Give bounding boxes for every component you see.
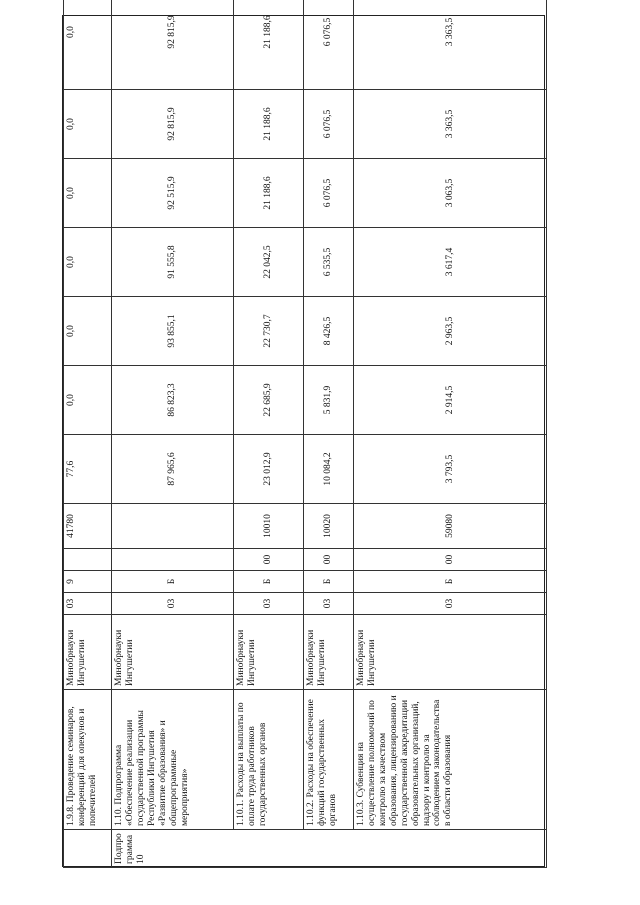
- value-2020-cell: 92 815,9: [112, 0, 234, 90]
- table-row: [112, 0, 234, 868]
- rotated-table-wrapper: [63, 16, 546, 868]
- value-2018-cell: 6 076,5: [304, 159, 354, 228]
- grbs-cell: 03: [234, 593, 304, 615]
- table-row: [234, 0, 304, 868]
- value-2019-cell: 0,0: [64, 90, 112, 159]
- value-2015-cell: 0,0: [64, 366, 112, 435]
- budget-table: [63, 0, 547, 868]
- executor-cell: Минобрнауки Ингушетии: [112, 615, 234, 690]
- value-2016-cell: 8 426,5: [304, 297, 354, 366]
- value-2014-cell: 23 012,9: [234, 435, 304, 504]
- csr-cell: 59080: [354, 504, 547, 549]
- name-cell: 1.10.2. Расходы на обеспечение функций государственных органов: [304, 690, 354, 830]
- grbs-cell: 03: [354, 593, 547, 615]
- document-page: [62, 15, 545, 867]
- pr-cell: 00: [304, 549, 354, 571]
- value-2014-cell: 3 793,5: [354, 435, 547, 504]
- grbs-cell: 03: [112, 593, 234, 615]
- value-2014-cell: 77,6: [64, 435, 112, 504]
- value-2015-cell: 22 685,9: [234, 366, 304, 435]
- table-row: [354, 0, 547, 868]
- pr-cell: [64, 549, 112, 571]
- name-cell: 1.10. Подпрограмма «Обеспечение реализации государственной программы Республики Ингушетия «Развитие образования» и общепрограммные мероприятия»: [112, 690, 234, 830]
- pr-cell: 00: [354, 549, 547, 571]
- csr-cell: 10010: [234, 504, 304, 549]
- grbs-cell: 03: [64, 593, 112, 615]
- grbs-cell: 03: [304, 593, 354, 615]
- value-2019-cell: 21 188,6: [234, 90, 304, 159]
- table-row: [304, 0, 354, 868]
- value-2017-cell: 91 555,8: [112, 228, 234, 297]
- rz-cell: Б: [234, 571, 304, 593]
- value-2015-cell: 2 914,5: [354, 366, 547, 435]
- table-row: [64, 0, 112, 868]
- value-2018-cell: 21 188,6: [234, 159, 304, 228]
- rz-cell: 9: [64, 571, 112, 593]
- value-2019-cell: 6 076,5: [304, 90, 354, 159]
- value-2014-cell: 10 084,2: [304, 435, 354, 504]
- value-2016-cell: 0,0: [64, 297, 112, 366]
- executor-cell: Минобрнауки Ингушетии: [304, 615, 354, 690]
- pr-cell: 00: [234, 549, 304, 571]
- value-2014-cell: 87 965,6: [112, 435, 234, 504]
- executor-cell: Минобрнауки Ингушетии: [64, 615, 112, 690]
- executor-cell: Минобрнауки Ингушетии: [234, 615, 304, 690]
- value-2016-cell: 2 963,5: [354, 297, 547, 366]
- value-2017-cell: 0,0: [64, 228, 112, 297]
- group-cell: [64, 830, 112, 868]
- group-cell: Подпрограмма 10: [112, 830, 547, 868]
- value-2019-cell: 92 815,9: [112, 90, 234, 159]
- value-2017-cell: 3 617,4: [354, 228, 547, 297]
- value-2016-cell: 93 855,1: [112, 297, 234, 366]
- pr-cell: [112, 549, 234, 571]
- value-2019-cell: 3 363,5: [354, 90, 547, 159]
- value-2020-cell: 21 188,6: [234, 0, 304, 90]
- value-2017-cell: 22 042,5: [234, 228, 304, 297]
- csr-cell: [112, 504, 234, 549]
- value-2020-cell: 6 076,5: [304, 0, 354, 90]
- value-2020-cell: 0,0: [64, 0, 112, 90]
- value-2018-cell: 0,0: [64, 159, 112, 228]
- value-2020-cell: 3 363,5: [354, 0, 547, 90]
- value-2018-cell: 3 063,5: [354, 159, 547, 228]
- csr-cell: 10020: [304, 504, 354, 549]
- name-cell: 1.9.8. Проведение семинаров, конференций для опекунов и попечителей: [64, 690, 112, 830]
- value-2015-cell: 86 823,3: [112, 366, 234, 435]
- value-2017-cell: 6 535,5: [304, 228, 354, 297]
- rz-cell: Б: [112, 571, 234, 593]
- rz-cell: Б: [304, 571, 354, 593]
- value-2018-cell: 92 515,9: [112, 159, 234, 228]
- name-cell: 1.10.3. Субвенция на осуществление полномочий по контролю за качеством образования, лицензированию и государственной аккредитации образовательных организаций, надзору и контролю за соблюдением законодательства в области образования: [354, 690, 547, 830]
- rz-cell: Б: [354, 571, 547, 593]
- csr-cell: 41780: [64, 504, 112, 549]
- value-2015-cell: 5 831,9: [304, 366, 354, 435]
- executor-cell: Минобрнауки Ингушетии: [354, 615, 547, 690]
- value-2016-cell: 22 730,7: [234, 297, 304, 366]
- name-cell: 1.10.1. Расходы на выплаты по оплате труда работников государственных органов: [234, 690, 304, 830]
